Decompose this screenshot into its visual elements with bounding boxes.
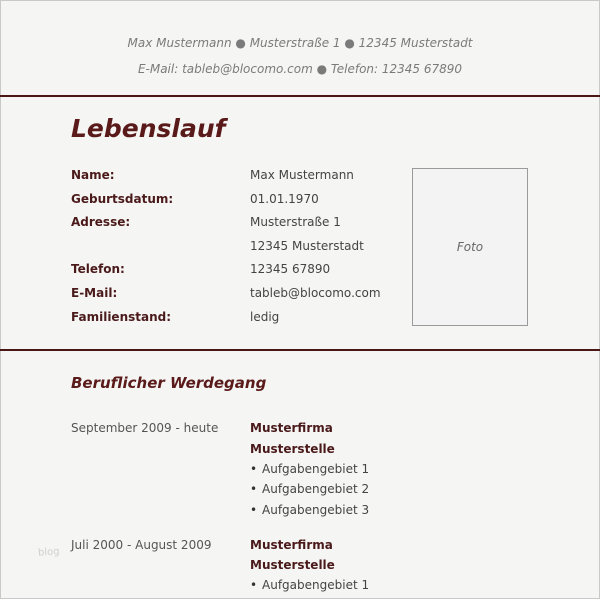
bullet-icon: • [250, 503, 258, 517]
job-task-text: Aufgabengebiet 3 [262, 503, 370, 517]
header-contact-line: E-Mail: tableb@blocomo.com ● Telefon: 12345 67890 [137, 62, 463, 76]
address-street: Musterstraße 1 [250, 215, 341, 229]
job-date: September 2009 - heute [71, 421, 219, 435]
marital-status-value: ledig [250, 310, 280, 324]
bullet-icon: • [250, 462, 258, 476]
job-position: Musterstelle [250, 558, 335, 572]
career-section-title: Beruflicher Werdegang [71, 374, 267, 392]
name-label: Name: [71, 168, 115, 182]
job-task-item [250, 462, 369, 476]
photo-placeholder [412, 168, 528, 326]
phone-value: 12345 67890 [250, 262, 331, 276]
job-task-item [250, 482, 369, 496]
job-task-item [250, 503, 369, 517]
name-value: Max Mustermann [250, 168, 354, 182]
job-task-item [250, 578, 369, 592]
bullet-icon: • [250, 482, 258, 496]
job-task-text: Aufgabengebiet 1 [262, 578, 370, 592]
address-label: Adresse: [71, 215, 131, 229]
job-company: Musterfirma [250, 538, 333, 552]
job-task-text: Aufgabengebiet 1 [262, 462, 370, 476]
page-title: Lebenslauf [71, 114, 226, 143]
job-company: Musterfirma [250, 421, 333, 435]
bullet-icon: • [250, 578, 258, 592]
contact-header [0, 0, 600, 96]
birthdate-label: Geburtsdatum: [71, 192, 174, 206]
job-task-text: Aufgabengebiet 2 [262, 482, 370, 496]
header-address-line: Max Mustermann ● Musterstraße 1 ● 12345 Musterstadt [127, 36, 473, 50]
email-label: E-Mail: [71, 286, 118, 300]
job-position: Musterstelle [250, 442, 335, 456]
birthdate-value: 01.01.1970 [250, 192, 319, 206]
phone-label: Telefon: [71, 262, 125, 276]
watermark-text: blog [37, 546, 60, 559]
job-date: Juli 2000 - August 2009 [71, 538, 212, 552]
email-value: tableb@blocomo.com [250, 286, 381, 300]
section-divider [0, 349, 600, 351]
top-divider [0, 95, 600, 97]
address-city: 12345 Musterstadt [250, 239, 364, 253]
photo-label: Foto [456, 240, 484, 254]
marital-status-label: Familienstand: [71, 310, 172, 324]
